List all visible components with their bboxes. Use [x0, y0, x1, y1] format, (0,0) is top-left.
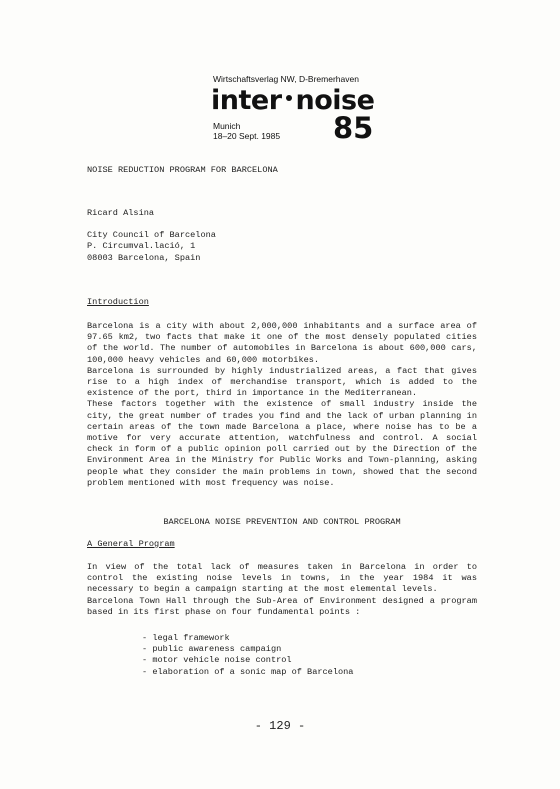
logo-year: 85	[333, 111, 374, 145]
paragraph: Barcelona is surrounded by highly industrialized areas, a fact that gives rise to a high index of merchandise transport, which is added to the existence of the port, third in importance in the Mediterranean.	[87, 365, 477, 399]
logo-word-noise: noise	[295, 85, 375, 116]
page-number: - 129 -	[254, 719, 306, 733]
paragraph: Barcelona is a city with about 2,000,000 inhabitants and a surface area of 97.65 km2, two facts that make it one of the most densely populated cities of the world. The number of automobiles in Barcelona is about 600,000 cars, 100,000 heavy vehicles and 60,000 motorbikes.	[87, 321, 477, 365]
fundamental-points-list	[142, 633, 353, 678]
logo-word-inter: inter	[211, 85, 282, 116]
subsection-heading-general: A General Program	[87, 539, 175, 549]
list-item: - motor vehicle noise control	[142, 655, 353, 666]
conference-logo	[213, 85, 383, 147]
section-heading-program: BARCELONA NOISE PREVENTION AND CONTROL PROGRAM	[163, 517, 401, 527]
list-item: - elaboration of a sonic map of Barcelona	[142, 667, 353, 678]
paragraph: These factors together with the existence of small industry inside the city, the great number of trades you find and the lack of urban planning in certain areas of the town made Barcelona a place, where noise has to be a motive for very accurate attention, watchfulness and control. A social check in form of a public opinion poll carried out by the Direction of the Environment Area in the Ministry for Public Works and Town-planning, asking people what they consider the main problems in town, showed that the second problem mentioned with most frequency was noise.	[87, 399, 477, 488]
introduction-body	[87, 321, 477, 489]
affiliation-line: P. Circumval.lació, 1	[87, 241, 196, 252]
affiliation-line: City Council of Barcelona	[87, 230, 216, 241]
section-heading-introduction: Introduction	[87, 297, 149, 307]
author-block	[87, 208, 477, 264]
paragraph: Barcelona Town Hall through the Sub-Area of Environment designed a program based in its first phase on four fundamental points :	[87, 595, 477, 617]
event-info	[213, 121, 280, 141]
event-dates: 18–20 Sept. 1985	[213, 131, 281, 141]
paper-title: NOISE REDUCTION PROGRAM FOR BARCELONA	[87, 165, 278, 175]
conference-header	[213, 74, 383, 147]
logo-dot-icon	[286, 95, 292, 101]
affiliation-line: 08003 Barcelona, Spain	[87, 252, 201, 263]
publisher-line: Wirtschaftsverlag NW, D-Bremerhaven	[213, 74, 359, 84]
paragraph: In view of the total lack of measures taken in Barcelona in order to control the existing noise levels in towns, in the year 1984 it was necessary to begin a campaign starting at the most elemental levels.	[87, 562, 477, 595]
author-name: Ricard Alsina	[87, 208, 155, 218]
list-item: - legal framework	[142, 633, 353, 644]
list-item: - public awareness campaign	[142, 644, 353, 655]
event-city: Munich	[213, 121, 241, 131]
general-program-body	[87, 562, 477, 618]
